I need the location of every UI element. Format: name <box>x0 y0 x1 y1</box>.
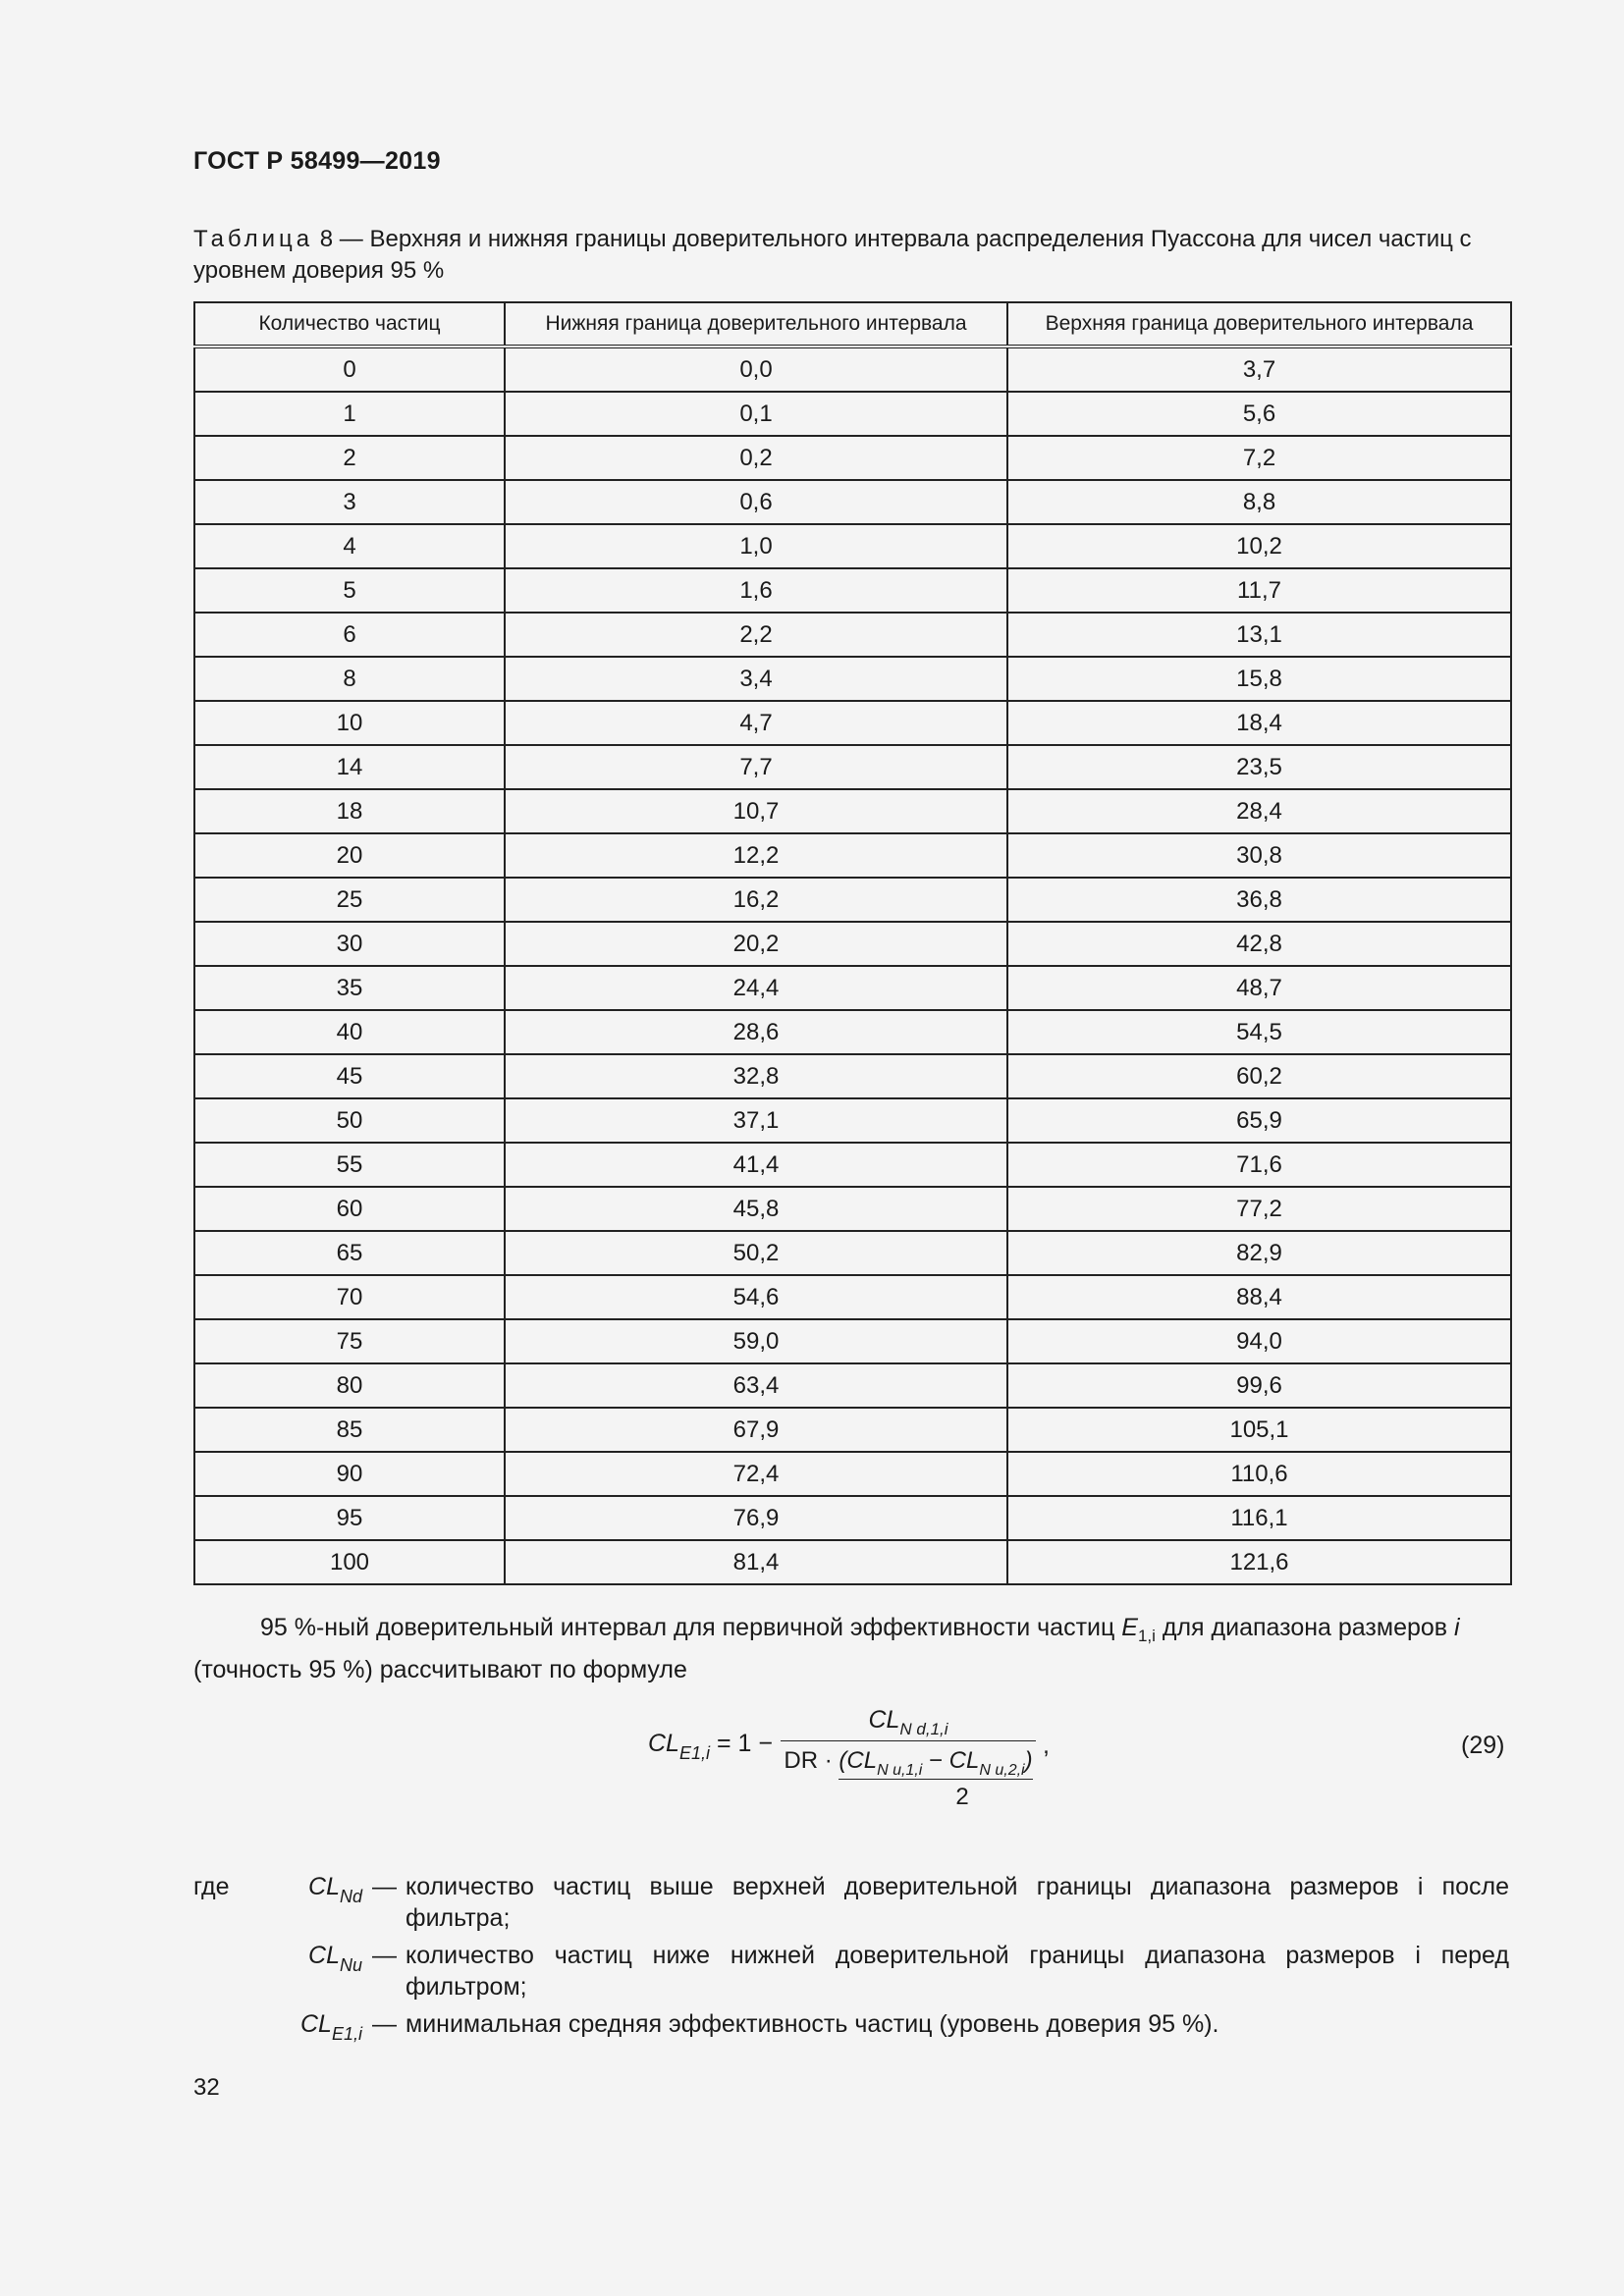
cell-upper: 105,1 <box>1007 1408 1511 1452</box>
cell-upper: 5,6 <box>1007 392 1511 436</box>
cell-lower: 12,2 <box>505 833 1007 878</box>
definitions-list <box>193 1871 1509 2048</box>
para-symbol: E <box>1121 1614 1138 1641</box>
cell-count: 10 <box>194 701 505 745</box>
cell-upper: 71,6 <box>1007 1143 1511 1187</box>
denominator-prefix: DR · <box>784 1747 839 1774</box>
cell-count: 90 <box>194 1452 505 1496</box>
cell-lower: 3,4 <box>505 657 1007 701</box>
cell-lower: 4,7 <box>505 701 1007 745</box>
table-row <box>194 922 1511 966</box>
definition-symbol-sub: Nu <box>339 1955 362 1975</box>
cell-upper: 23,5 <box>1007 745 1511 789</box>
cell-upper: 77,2 <box>1007 1187 1511 1231</box>
col-header-count: Количество частиц <box>194 302 505 347</box>
table-header-row <box>194 302 1511 347</box>
formula-intro-paragraph <box>193 1611 1507 1686</box>
definition-item <box>193 2008 1509 2042</box>
cell-count: 30 <box>194 922 505 966</box>
cell-lower: 0,1 <box>505 392 1007 436</box>
table-row <box>194 347 1511 392</box>
cell-upper: 28,4 <box>1007 789 1511 833</box>
cell-lower: 20,2 <box>505 922 1007 966</box>
table-row <box>194 878 1511 922</box>
cell-lower: 37,1 <box>505 1098 1007 1143</box>
table-row <box>194 833 1511 878</box>
para-text-3: (точность 95 %) рассчитывают по формуле <box>193 1656 687 1683</box>
cell-count: 4 <box>194 524 505 568</box>
definition-symbol-sub: Nd <box>339 1887 362 1906</box>
cell-count: 2 <box>194 436 505 480</box>
cell-count: 100 <box>194 1540 505 1584</box>
den-b-sub: N u,2,i <box>979 1762 1025 1779</box>
cell-count: 95 <box>194 1496 505 1540</box>
definition-dash: — <box>372 2010 397 2038</box>
table-row <box>194 1054 1511 1098</box>
table-row <box>194 745 1511 789</box>
definition-symbol-main: CL <box>300 2010 332 2038</box>
cell-upper: 8,8 <box>1007 480 1511 524</box>
cell-count: 65 <box>194 1231 505 1275</box>
cell-count: 60 <box>194 1187 505 1231</box>
cell-upper: 82,9 <box>1007 1231 1511 1275</box>
cell-lower: 2,2 <box>505 613 1007 657</box>
table-row <box>194 1319 1511 1363</box>
cell-upper: 36,8 <box>1007 878 1511 922</box>
definition-text: количество частиц выше верхней доверительной границы диапазона размеров i после фильтра; <box>406 1873 1509 1932</box>
cell-lower: 50,2 <box>505 1231 1007 1275</box>
cell-lower: 7,7 <box>505 745 1007 789</box>
den-minus: − <box>922 1747 949 1774</box>
poisson-interval-table <box>193 301 1512 1585</box>
definition-lead <box>193 2008 243 2042</box>
cell-upper: 13,1 <box>1007 613 1511 657</box>
cell-upper: 15,8 <box>1007 657 1511 701</box>
cell-lower: 28,6 <box>505 1010 1007 1054</box>
equation-number: (29) <box>1461 1732 1505 1759</box>
cell-lower: 16,2 <box>505 878 1007 922</box>
definition-lead: где <box>193 1873 230 1900</box>
cell-lower: 63,4 <box>505 1363 1007 1408</box>
cell-count: 75 <box>194 1319 505 1363</box>
denominator-two: 2 <box>955 1784 969 1810</box>
table-row <box>194 524 1511 568</box>
para-text-1: 95 %-ный доверительный интервал для первичной эффективности частиц <box>260 1614 1122 1641</box>
caption-number: 8 <box>319 226 334 252</box>
denominator-inner-fraction: $(CL_{N u,1,i} - CL_{N u,2,i})$ <box>839 1747 1033 1779</box>
cell-count: 1 <box>194 392 505 436</box>
table-row <box>194 480 1511 524</box>
cell-lower: 76,9 <box>505 1496 1007 1540</box>
definition-symbol-main: CL <box>308 1873 340 1900</box>
den-a-symbol: CL <box>846 1747 878 1774</box>
definition-text: минимальная средняя эффективность частиц (уровень доверия 95 %). <box>406 2010 1219 2038</box>
cell-upper: 116,1 <box>1007 1496 1511 1540</box>
table-row <box>194 1496 1511 1540</box>
cell-upper: 42,8 <box>1007 922 1511 966</box>
cell-lower: 54,6 <box>505 1275 1007 1319</box>
formula-denominator <box>781 1747 1036 1811</box>
cell-lower: 1,6 <box>505 568 1007 613</box>
cell-upper: 65,9 <box>1007 1098 1511 1143</box>
table-row <box>194 613 1511 657</box>
cell-count: 25 <box>194 878 505 922</box>
definition-symbol <box>243 2008 372 2042</box>
table-row <box>194 1010 1511 1054</box>
table-row <box>194 1098 1511 1143</box>
cell-lower: 41,4 <box>505 1143 1007 1187</box>
cell-count: 40 <box>194 1010 505 1054</box>
cell-count: 3 <box>194 480 505 524</box>
cell-count: 0 <box>194 347 505 392</box>
definition-dash: — <box>372 1873 397 1900</box>
col-header-upper: Верхняя граница доверительного интервала <box>1007 302 1511 347</box>
formula-equals: = 1 − <box>710 1730 773 1757</box>
cell-upper: 11,7 <box>1007 568 1511 613</box>
definition-item <box>193 1871 1509 1934</box>
formula-lhs <box>648 1730 773 1763</box>
definition-lead <box>193 1940 243 2002</box>
table-row <box>194 1540 1511 1584</box>
cell-count: 8 <box>194 657 505 701</box>
cell-lower: 32,8 <box>505 1054 1007 1098</box>
cell-upper: 48,7 <box>1007 966 1511 1010</box>
para-var-i: i <box>1454 1614 1460 1641</box>
cell-lower: 67,9 <box>505 1408 1007 1452</box>
definition-item <box>193 1940 1509 2002</box>
den-a-sub: N u,1,i <box>877 1762 923 1779</box>
para-text-2: для диапазона размеров <box>1155 1614 1455 1641</box>
cell-lower: 0,2 <box>505 436 1007 480</box>
cell-count: 85 <box>194 1408 505 1452</box>
cell-lower: 1,0 <box>505 524 1007 568</box>
cell-upper: 121,6 <box>1007 1540 1511 1584</box>
cell-upper: 88,4 <box>1007 1275 1511 1319</box>
table-row <box>194 789 1511 833</box>
table-row <box>194 1452 1511 1496</box>
numerator-symbol: CL <box>868 1706 900 1734</box>
table-row <box>194 568 1511 613</box>
cell-lower: 10,7 <box>505 789 1007 833</box>
table-row <box>194 436 1511 480</box>
cell-lower: 59,0 <box>505 1319 1007 1363</box>
table-row <box>194 1275 1511 1319</box>
cell-lower: 0,6 <box>505 480 1007 524</box>
page-number: 32 <box>193 2074 220 2101</box>
cell-upper: 30,8 <box>1007 833 1511 878</box>
cell-count: 18 <box>194 789 505 833</box>
caption-label: Таблица <box>193 226 314 252</box>
col-header-lower: Нижняя граница доверительного интервала <box>505 302 1007 347</box>
table-row <box>194 1408 1511 1452</box>
table-row <box>194 701 1511 745</box>
definition-symbol <box>243 1871 372 1934</box>
den-b-symbol: CL <box>948 1747 980 1774</box>
document-header: ГОСТ Р 58499—2019 <box>193 147 441 175</box>
cell-count: 55 <box>194 1143 505 1187</box>
numerator-sub: N d,1,i <box>899 1720 948 1738</box>
cell-count: 20 <box>194 833 505 878</box>
cell-count: 50 <box>194 1098 505 1143</box>
table-row <box>194 392 1511 436</box>
cell-upper: 54,5 <box>1007 1010 1511 1054</box>
cell-lower: 24,4 <box>505 966 1007 1010</box>
table-caption <box>193 224 1509 287</box>
definition-text: количество частиц ниже нижней доверительной границы диапазона размеров i перед фильтром; <box>406 1942 1509 2001</box>
para-symbol-sub: 1,i <box>1137 1627 1156 1645</box>
cell-count: 6 <box>194 613 505 657</box>
formula-lhs-symbol: CL <box>648 1730 679 1757</box>
formula-fraction <box>781 1706 1036 1811</box>
cell-upper: 94,0 <box>1007 1319 1511 1363</box>
cell-upper: 10,2 <box>1007 524 1511 568</box>
table-body <box>194 347 1511 1584</box>
table-row <box>194 657 1511 701</box>
cell-lower: 45,8 <box>505 1187 1007 1231</box>
cell-upper: 3,7 <box>1007 347 1511 392</box>
definition-symbol-sub: E1,i <box>331 2024 362 2044</box>
table-row <box>194 1143 1511 1187</box>
cell-lower: 0,0 <box>505 347 1007 392</box>
table-row <box>194 1187 1511 1231</box>
definition-symbol <box>243 1940 372 2002</box>
table-row <box>194 966 1511 1010</box>
cell-count: 70 <box>194 1275 505 1319</box>
table-row <box>194 1231 1511 1275</box>
cell-upper: 99,6 <box>1007 1363 1511 1408</box>
cell-lower: 72,4 <box>505 1452 1007 1496</box>
definition-symbol-main: CL <box>308 1942 340 1969</box>
cell-upper: 7,2 <box>1007 436 1511 480</box>
cell-upper: 60,2 <box>1007 1054 1511 1098</box>
cell-count: 45 <box>194 1054 505 1098</box>
cell-count: 14 <box>194 745 505 789</box>
definition-dash: — <box>372 1942 397 1969</box>
cell-lower: 81,4 <box>505 1540 1007 1584</box>
cell-count: 80 <box>194 1363 505 1408</box>
caption-text: — Верхняя и нижняя границы доверительного интервала распределения Пуассона для чисел частиц с уровнем доверия 95 % <box>193 226 1472 284</box>
formula-numerator <box>781 1706 1036 1741</box>
cell-count: 5 <box>194 568 505 613</box>
table-row <box>194 1363 1511 1408</box>
cell-upper: 110,6 <box>1007 1452 1511 1496</box>
formula-lhs-sub: E1,i <box>678 1743 710 1763</box>
formula-comma: , <box>1043 1732 1050 1759</box>
cell-count: 35 <box>194 966 505 1010</box>
cell-upper: 18,4 <box>1007 701 1511 745</box>
